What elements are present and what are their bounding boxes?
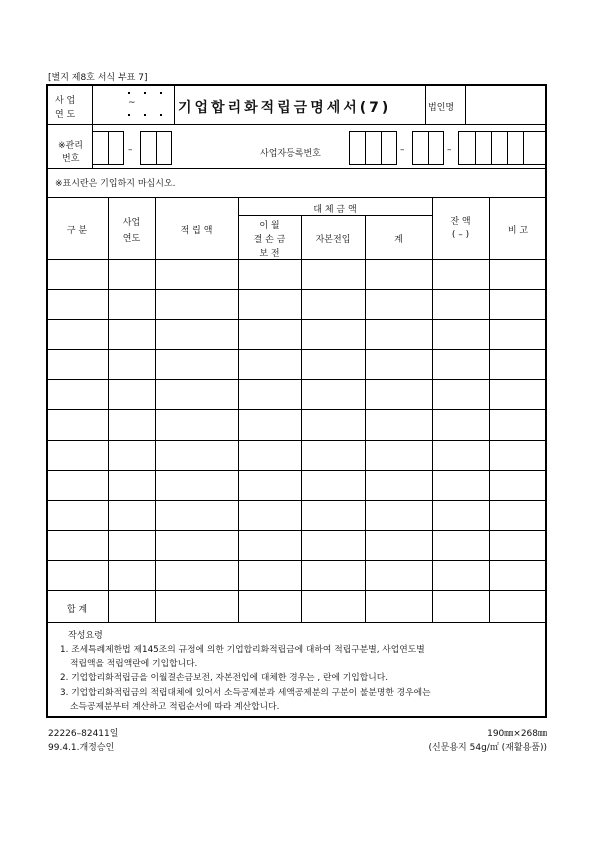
table-row <box>46 440 547 441</box>
biz-reg-dash-1: – <box>400 145 405 155</box>
col-gubun: 구 분 <box>66 226 88 236</box>
instructions-heading: 작성요령 <box>68 631 103 641</box>
header-divider <box>46 124 547 125</box>
table-row <box>46 289 547 290</box>
instruction-1-line-2: 적립액을 적립액란에 기입합니다. <box>70 659 198 669</box>
biz-reg-box-3[interactable] <box>458 131 546 165</box>
sub-loss-2: 결 손 금 <box>253 235 286 245</box>
col-reserve: 적 립 액 <box>180 226 213 236</box>
table-row <box>46 349 547 350</box>
form-reference: [별지 제8호 서식 부표 7] <box>48 73 148 83</box>
biz-reg-dash-2: – <box>447 145 452 155</box>
year-label-bottom: 연 도 <box>55 110 76 120</box>
table-row <box>46 470 547 471</box>
table-row <box>46 319 547 320</box>
business-year-field[interactable] <box>100 88 170 120</box>
corp-name-label: 법인명 <box>428 103 455 113</box>
note-text: ※표시란은 기입하지 마십시오. <box>55 179 176 189</box>
table-row <box>46 590 547 591</box>
form-title: 기업합리화적립금명세서(7) <box>178 100 392 116</box>
paper-size: 190㎜×268㎜ <box>487 729 547 739</box>
table-row <box>46 409 547 410</box>
table-row <box>46 530 547 531</box>
sub-total: 계 <box>394 235 403 245</box>
corp-name-field[interactable] <box>466 85 546 123</box>
mgmt-no-label-bottom: 번호 <box>62 154 80 164</box>
instruction-3-line-1: 3. 기업합리화적립금의 적립대체에 있어서 소득공제분과 세액공제분의 구분이 불분명한 경우에는 <box>60 688 431 698</box>
year-label-top: 사 업 <box>55 96 76 106</box>
biz-reg-box-1[interactable] <box>349 131 397 165</box>
table-row <box>46 560 547 561</box>
mgmt-no-label-top: ※관리 <box>58 141 83 151</box>
approval-date: 99.4.1.개정승인 <box>48 743 115 753</box>
mgmt-no-box-1 <box>92 131 124 165</box>
col-year-top: 사업 <box>122 218 141 228</box>
col-year-bottom: 연도 <box>122 234 141 244</box>
total-label: 합 계 <box>66 605 88 615</box>
col-remarks: 비 고 <box>507 226 529 236</box>
table-row <box>46 500 547 501</box>
instruction-2: 2. 기업합리화적립금을 이월결손금보전, 자본전입에 대체한 경우는 , 란에 기입합니다. <box>60 673 389 683</box>
col-balance-top: 잔 액 <box>450 217 471 227</box>
form-code: 22226–82411일 <box>48 729 119 739</box>
sub-loss-3: 보 전 <box>259 249 280 259</box>
year-range-tilde: ~ <box>128 98 136 108</box>
sub-loss-1: 이 월 <box>259 221 280 231</box>
col-balance-bottom: ( – ) <box>451 230 470 240</box>
mgmt-no-dash: – <box>128 145 133 155</box>
table-row <box>46 379 547 380</box>
col-substitute: 대 체 금 액 <box>313 205 357 215</box>
instruction-1-line-1: 1. 조세특례제한법 제145조의 규정에 의한 기업합리화적립금에 대하여 적립구분별, 사업연도별 <box>60 645 425 655</box>
sub-capital: 자본전입 <box>315 235 351 245</box>
total-row-bottom <box>46 622 547 623</box>
instruction-3-line-2: 소득공제분부터 계산하고 적립순서에 따라 계산합니다. <box>70 702 280 712</box>
mgmt-no-box-2 <box>140 131 172 165</box>
biz-reg-box-2[interactable] <box>412 131 444 165</box>
paper-type: (신문용지 54g/㎡ (재활용품)) <box>428 743 547 753</box>
biz-reg-label: 사업자등록번호 <box>260 149 321 159</box>
